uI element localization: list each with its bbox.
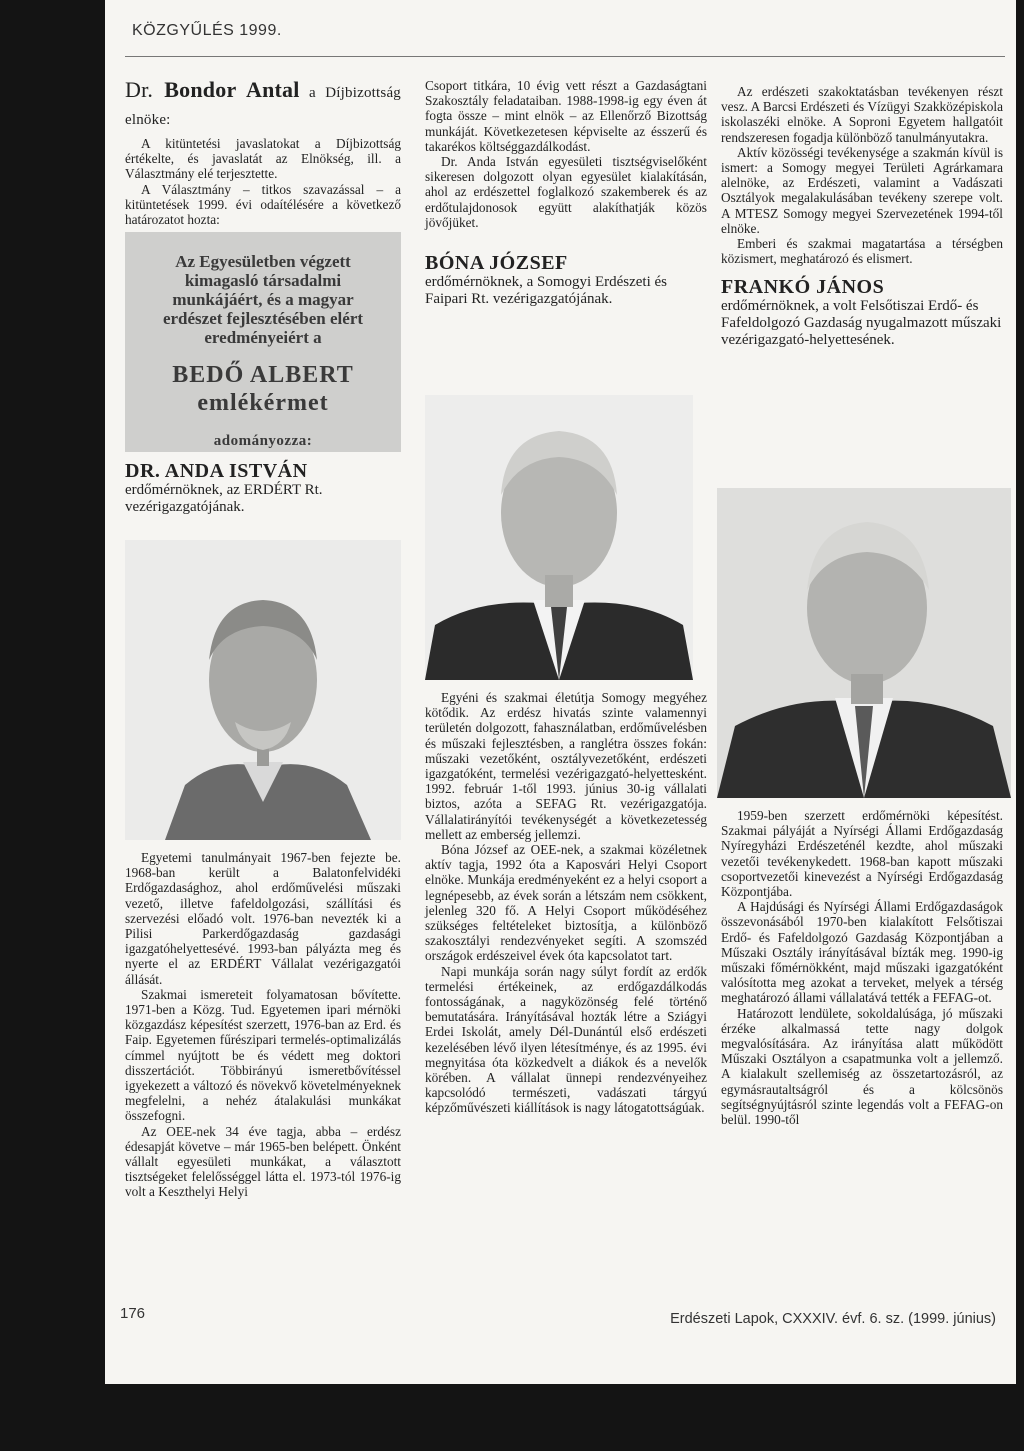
col2-paragraph-1: Csoport titkára, 10 évig vett részt a Gazdaságtani Szakosztály feladataiban. 1988-1998-ig egy éven át fogta össze – mint elnök – az Ellenőrző Bizottság munkáját. Következetesen képviselte az ésszerű és takarékos költséggazdálkodást.	[425, 78, 707, 154]
anda-paragraph-3: Az OEE-nek 34 éve tagja, abba – erdész édesapját követve – már 1965-ben belépett. Önként vállalt egyesületi munkákat, a választott tisztségeket felelősséggel látta el. 1973-tól 1976-ig volt a Keszthelyi Helyi	[125, 1123, 401, 1200]
header-rule	[125, 56, 1005, 57]
franko-bio	[721, 808, 1003, 1127]
col3-paragraph-2: Aktív közösségi tevékenysége a szakmán kívül is ismert: a Somogy megyei Területi Agrárkamara alelnöke, az Erdészeti, valamint a Vadászati Osztályok megalakulásában tevékeny szerepe volt. A MTESZ Somogy megyei Szervezetének 1994-től elnöke.	[721, 144, 1003, 236]
chair-line	[125, 78, 401, 132]
scan-border-right	[1016, 0, 1024, 1451]
anda-paragraph-1: Egyetemi tanulmányait 1967-ben fejezte be. 1968-ban került a Balatonfelvidéki Erdőgazdasághoz, ahol erdőművelési műszaki vezető, illetve fafeldolgozási, szállítási és szervezési előadó volt. 1976-ban nevezték ki a Pilisi Parkerdőgazdaság gazdasági igazgatóhelyettesévé. 1993-ban pályázta meg és nyerte el az ERDÉRT Vállalat vezérigazgatói állását.	[125, 850, 401, 987]
franko-paragraph-2: A Hajdúsági és Nyírségi Állami Erdőgazdaságok összevonásából 1970-ben kialakított Felsőtiszai Erdő- és Fafeldolgozó Gazdaság Központjában a Műszaki Osztály irányításával bízták meg. 1990-ig műszaki főmérnökként, majd műszaki igazgatóként valósította meg azokat a terveket, melyek a térség meghatározó állami vállalatává tették a FEFAG-ot.	[721, 899, 1003, 1006]
anda-name: DR. ANDA ISTVÁN	[125, 460, 308, 482]
award-box	[125, 232, 401, 452]
anda-bio	[125, 850, 401, 1200]
col2-paragraph-2: Dr. Anda István egyesületi tisztségviselőként sikeresen dolgozott olyan egyesület kialakításán, ahol az erdészettel foglalkozó szakemberek és az erdőtulajdonosok együtt alakíthatják közös jövőjüket.	[425, 154, 707, 230]
bona-paragraph-2: Bóna József az OEE-nek, a szakmai közéletnek aktív tagja, 1992 óta a Kaposvári Helyi Csoport elnöke. Munkája eredményeként ez a helyi csoport a legnépesebb, az évek során a létszám nem csökkent, jelenleg 320 fő. A Helyi Csoport működéséhez szükséges feltételeket biztosítja, a különböző szakosztályi rendezvényeket segíti. A szomszéd országok erdészeivel évek óta kapcsolatot tart.	[425, 842, 707, 964]
anda-paragraph-2: Szakmai ismereteit folyamatosan bővítette. 1971-ben a Közg. Tud. Egyetemen ipari mérnöki közgazdász képesítést szerzett, 1976-ban az Erd. és Faip. Egyetemen fűrészipari termelés-optimalizálás címmel nyújtott be és védett meg doktori disszertációt. Többirányú ismeretbővítéssel igyekezett a változó és növekvő követelményeknek megfelelni, a nehéz átalakulási munkákat összefogni.	[125, 986, 401, 1124]
bona-paragraph-3: Napi munkája során nagy súlyt fordít az erdők termelési értékeinek, az erdőgazdálkodás fontosságának, a nagyközönség felé történő bemutatására. Irányításával hozták létre a Sziágyi Erdei Iskolát, amely Dél-Dunántúl első erdészeti kezelésében lévő ilyen létesítménye, és az 1995. évi megnyitása óta közkedvelt a diákok és a nevelők körében. A vállalat ünnepi rendezvényeihez kapcsolódó természeti, vadászati tárgyú képzőművészeti kiállítások is nagy látogatottságúak.	[425, 963, 707, 1116]
column-3-top	[721, 84, 1003, 349]
bona-title: erdőmérnöknek, a Somogyi Erdészeti és Faipari Rt. vezérigazgatójának.	[425, 274, 668, 308]
anda-heading-block	[125, 460, 401, 516]
franko-portrait	[717, 488, 1011, 798]
journal-page	[105, 0, 1016, 1384]
journal-citation: Erdészeti Lapok, CXXXIV. évf. 6. sz. (1999. június)	[670, 1311, 996, 1327]
award-citation: Az Egyesületben végzett kimagasló társadalmi munkájáért, és a magyar erdészet fejlesztésében elért eredményeiért a	[162, 252, 364, 347]
franko-paragraph-1: 1959-ben szerzett erdőmérnöki képesítést. Szakmai pályáját a Nyírségi Állami Erdőgazdaság Nyíregyházi Erdészeténél kezdte, ahol műszaki vezetői tevékenykedett. 1968-ban kapott műszaki csoportvezetői kinevezést a Nyírségi Erdőgazdaság Központjába.	[721, 808, 1003, 900]
chair-prefix: Dr.	[125, 77, 165, 102]
page-number: 176	[120, 1305, 146, 1322]
column-2-top	[425, 78, 707, 308]
anda-title: erdőmérnöknek, az ERDÉRT Rt. vezérigazgatójának.	[125, 482, 323, 515]
anda-portrait	[125, 540, 401, 840]
franko-paragraph-3: Határozott lendülete, sokoldalúsága, jó műszaki érzéke alkalmassá tette nagy dolgok megvalósítására. Az irányítása alatt működött Műszaki Osztályon a csapatmunka volt a jellemző. A kialakult szellemiség az összetartozásról, az egymásrautaltságról és a kölcsönös segítségnyújtásról szinte legendás volt a FEFAG-on belül. 1990-től	[721, 1005, 1003, 1128]
bona-bio	[425, 690, 707, 1116]
bona-paragraph-1: Egyéni és szakmai életútja Somogy megyéhez kötődik. Az erdész hivatás szinte valamennyi területén dolgozott, fahasználatban, erdőművelésben és műszaki fejlesztésben, a ranglétra összes fokán: műszaki vezetőként, osztályvezetőként, erdészeti igazgatóként, termelési vezérigazgató-helyettesként. 1992. február 1-től 1993. június 30-ig vállalati biztos, azóta a SEFAG Rt. vezérigazgatója. Vállalatirányítói tevékenységét a következetesség mellett az emberség jellemzi.	[425, 690, 707, 842]
bona-name: BÓNA JÓZSEF	[425, 252, 568, 275]
col3-paragraph-1: Az erdészeti szakoktatásban tevékenyen részt vesz. A Barcsi Erdészeti és Vízügyi Szakközépiskola iskolaszéki elnöke. A Soproni Egyetem hallgatóit rendszeresen fogadja különböző tanulmányutakra.	[721, 84, 1003, 145]
award-verb: adományozza:	[213, 433, 313, 449]
franko-name: FRANKÓ JÁNOS	[721, 276, 885, 299]
intro-paragraph-2: A Választmány – titkos szavazással – a kitüntetések 1999. évi odaítélésére a következő határozatot hozta:	[125, 181, 401, 228]
intro-paragraph-1: A kitüntetési javaslatokat a Díjbizottság értékelte, és javaslatát az Elnökség, ill. a Választmány elé terjesztette.	[125, 136, 401, 182]
chair-role: a Díjbizottság elnöke:	[125, 85, 401, 128]
bona-portrait	[425, 395, 693, 680]
col3-paragraph-3: Emberi és szakmai magatartása a térségben közismert, meghatározó és elismert.	[721, 236, 1003, 267]
scan-border-left	[0, 0, 105, 1451]
scan-border-bottom	[0, 1384, 1024, 1451]
column-1-intro	[125, 78, 401, 227]
franko-title: erdőmérnöknek, a volt Felsőtiszai Erdő- és Fafeldolgozó Gazdaság nyugalmazott műszaki vezérigazgató-helyettesének.	[721, 298, 1002, 349]
running-header: KÖZGYŰLÉS 1999.	[132, 22, 282, 39]
chair-name: Bondor Antal	[164, 77, 300, 102]
award-medal-name: BEDŐ ALBERT emlékérmet	[172, 362, 354, 416]
